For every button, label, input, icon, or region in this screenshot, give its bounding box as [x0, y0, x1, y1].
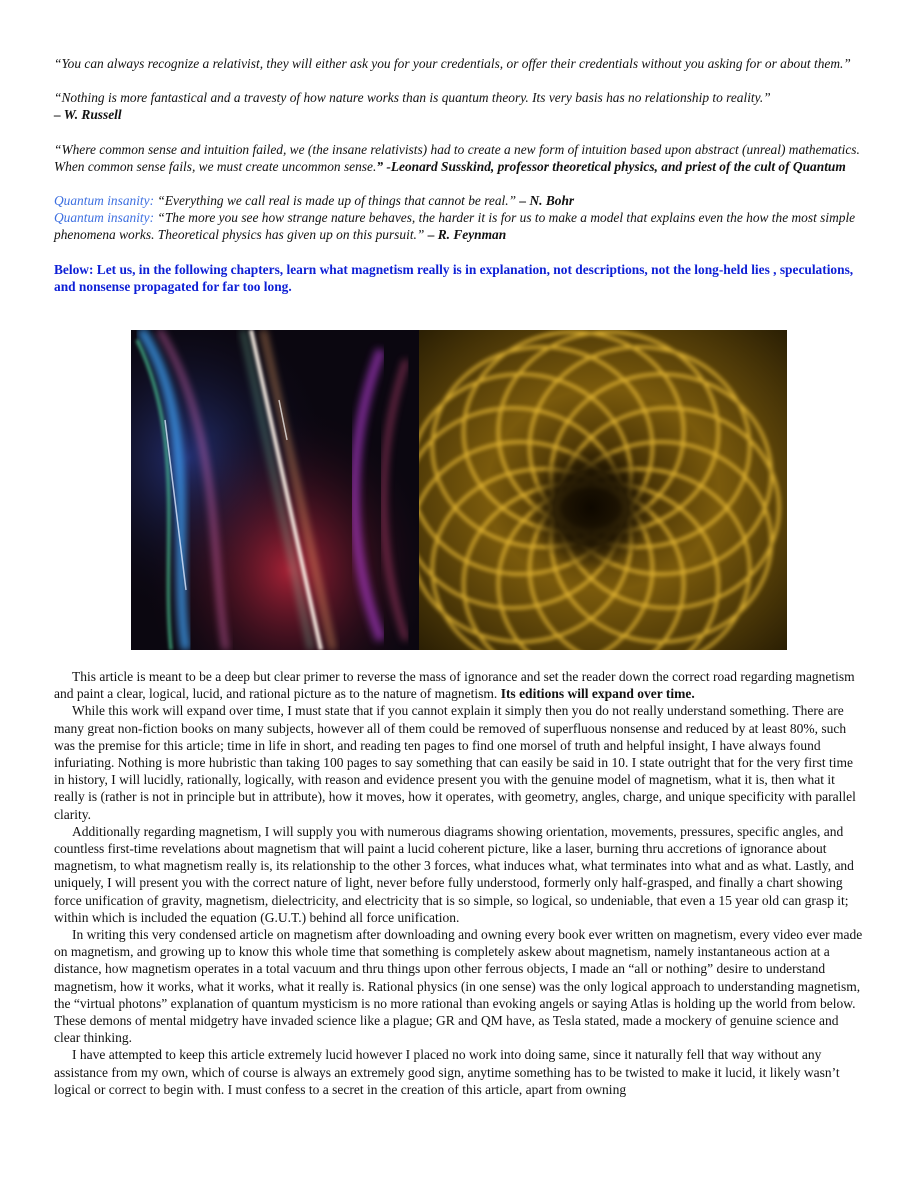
- paragraph-3: Additionally regarding magnetism, I will supply you with numerous diagrams showing orientation, movements, pressures, specific angles, and countless first-time revelations about magnetism that will paint a lucid coherent picture, like a laser, burning thru accretions of ignorance about magnetism, to what magnetism really is, its relationship to the other 3 forces, what induces what, what terminates into what and as what. Lastly, and uniquely, I will present you with the correct nature of light, never before fully understood, formerly only half-grasped, and finally a chart showing force unification of gravity, magnetism, dielectricity, and electricity that is so simple, so logical, so undeniable, that even a 15 year old can grasp it; within which is included the equation (G.U.T.) behind all force unification.: [54, 823, 854, 925]
- quote-author: – W. Russell: [54, 107, 122, 123]
- insanity-label: Quantum insanity:: [54, 210, 155, 226]
- insanity-quote-bohr: Quantum insanity: “Everything we call real is made up of things that cannot be real.” – N. Bohr: [54, 193, 575, 209]
- magnetic-field-photo: [131, 330, 419, 650]
- paragraph-4: In writing this very condensed article on magnetism after downloading and owning every book ever written on magnetism, every video ever made on magnetism, and growing up to know this whole time that something is completely askew about magnetism, namely instantaneous action at a distance, how magnetism operates in a total vacuum and thru things upon other ferrous objects, I made an “all or nothing” desire to understand magnetism, how it works, what it works, what it really is. Rational physics (in one sense) was the only logical approach to understanding magnetism, the “virtual photons” explanation of quantum mysticism is no more rational than evoking angels or saying Atlas is holding up the world from below. These demons of mental midgetry have invaded science like a plague; GR and QM have, as Tesla stated, made a mockery of genuine science and clear thinking.: [54, 927, 863, 1046]
- quote-author: – N. Bohr: [519, 193, 575, 209]
- quotes-section: [54, 55, 866, 295]
- quote-author: ” -Leonard Susskind, professor theoretical physics, and priest of the cult of Quantum: [376, 158, 846, 174]
- magnetism-images: [131, 330, 787, 650]
- paragraph-5: I have attempted to keep this article extremely lucid however I placed no work into doing same, since it naturally fell that way without any assistance from my own, which of course is always an extremely good sign, anytime something has to be twisted to make it lucid, it likely wasn’t logical or correct to begin with. I must confess to a secret in the creation of this article, apart from owning: [54, 1047, 840, 1097]
- article-body: [54, 668, 866, 1098]
- quote-russell: “Nothing is more fantastical and a travesty of how nature works than is quantum theory. Its very basis has no relationship to reality.” – W. Russell: [54, 90, 771, 123]
- quote-relativist: “You can always recognize a relativist, they will either ask you for your credentials, or offer their credentials without you asking for or about them.”: [54, 56, 851, 71]
- ferrocell-rings-graphic: [419, 330, 787, 650]
- chapters-intro: Below: Let us, in the following chapters, learn what magnetism really is in explanation, not descriptions, not the long-held lies , speculations, and nonsense propagated for far too long.: [54, 261, 854, 294]
- insanity-label: Quantum insanity:: [54, 193, 155, 209]
- quote-author: – R. Feynman: [427, 227, 507, 243]
- quote-susskind: “Where common sense and intuition failed, we (the insane relativists) had to create a new form of intuition based upon abstract (unreal) mathematics. When common sense fails, we must create uncommon sense.” -Leonard Susskind, professor theoretical physics, and priest of the cult of Quantum: [54, 141, 860, 174]
- paragraph-2: While this work will expand over time, I must state that if you cannot explain it simply then you do not really understand something. There are many great non-fiction books on many subjects, however all of them could be removed of superfluous nonsense and reduced by at least 80%, such was the premise for this article; time in life in short, and reading ten pages to find one morsel of truth and helpful insight, I have always found infuriating. Nothing is more hubristic than taking 100 pages to say something that can easily be said in 10. I state outright that for the very first time in history, I will lucidly, rationally, logically, with reason and evidence present you with the genuine model of magnetism, what it is, then what it really is (rather is not in principle but in attribute), how it moves, how it operates, with geometry, angles, charge, and unique specificity with parallel clarity.: [54, 703, 856, 822]
- insanity-quote-feynman: Quantum insanity: “The more you see how strange nature behaves, the harder it is for us to make a model that explains even the how the most simple phenomena works. Theoretical physics has given up on this pursuit.” – R. Feynman: [54, 210, 856, 243]
- ferrocell-photo: [419, 330, 787, 650]
- quantum-insanity-quotes: [54, 192, 866, 244]
- paragraph-1: This article is meant to be a deep but clear primer to reverse the mass of ignorance and set the reader down the correct road regarding magnetism and paint a clear, logical, lucid, and rational picture as to the nature of magnetism. Its editions will expand over time.: [54, 669, 855, 702]
- magnetic-field-graphic: [131, 330, 419, 650]
